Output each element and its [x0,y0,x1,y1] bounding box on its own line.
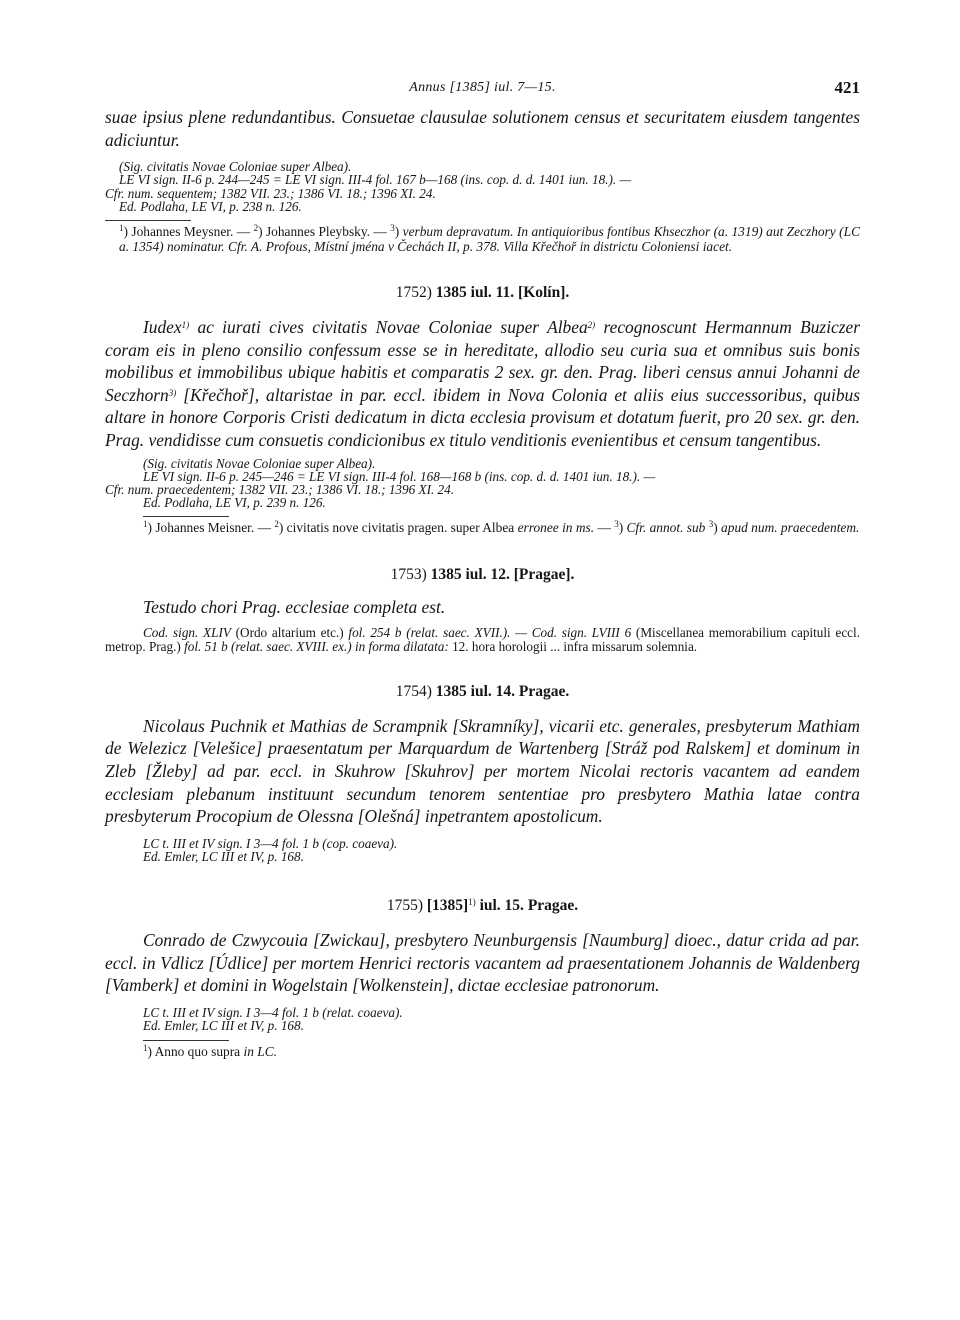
document-page [105,78,860,1060]
entry-heading-1752: 1752) 1385 iul. 11. [Kolín]. [395,284,570,301]
footnote-rule [105,220,191,221]
source-line: Cfr. num. sequentem; 1382 VII. 23.; 1386 VI. 18.; 1396 XI. 24. [105,185,436,201]
page-header [105,78,860,102]
source-block [105,1006,860,1032]
entry-text-1754: Nicolaus Puchnik et Mathias de Scrampnik [Skramníky], vicarii etc. generales, presbyterum Mathiam de Welezicz [Velešice] praesentatum per Marquardum de Wartenberg [Stráž pod Ralskem] et dominum in Zleb [Žleby] ad par. eccl. in Skuhrow [Skuhrov] per mortem Nicolai rectoris vacantem ad eandem ecclesiam plebanum instituunt secundum tenorem sententiae pro presbytero Mathia latae contra presbyterum Procopium de Olessna [Olešná] inpetrantem apostolicum. [105,715,860,827]
page-number: 421 [834,78,860,97]
entry-heading-1753: 1753) 1385 iul. 12. [Pragae]. [390,565,575,583]
source-line: Ed. Emler, LC III et IV, p. 168. [143,1018,304,1034]
source-line: (Sig. civitatis Novae Coloniae super Albea). [143,455,376,471]
source-block [105,837,860,863]
footnote-rule [143,1040,229,1041]
source-block [105,457,860,510]
entry-heading-1755: 1755) $[1385]^{1)}$ iul. 15. Pragae. [386,897,579,915]
source-line: LC t. III et IV sign. I 3—4 fol. 1 b (relat. coaeva). [143,1005,403,1021]
entry-heading-1754: 1754) 1385 iul. 14. Pragae. [395,682,570,700]
continuation-text: suae ipsius plene redundantibus. Consuetae clausulae solutionem census et securitatem eiusdem tangentes adiciuntur. [105,107,860,150]
footnotes: $^1$) Anno quo supra in LC. [143,1043,277,1060]
footnotes: $^1$) Johannes Meysner. — $^2$) Johannes Pleybsky. — $^3$) verbum depravatum. In antiquioribus fontibus Khseczhor (a. 1319) aut Zeczhory (LC a. 1354) nominatur. Cfr. A. Profous, Místní jména v Čechách II, p. 378. Villa Křečhoř in districtu Coloniensi iacet. [119,223,860,254]
source-line: Ed. Podlaha, LE VI, p. 238 n. 126. [119,198,302,214]
source-line: LC t. III et IV sign. I 3—4 fol. 1 b (cop. coaeva). [143,835,398,851]
source-line: LE VI sign. II-6 p. 244—245 = LE VI sign. III-4 fol. 167 b—168 (ins. cop. d. d. 1401 iun. 18.). — [119,172,632,188]
source-block: Cod. sign. XLIV (Ordo altarium etc.) fol. 254 b (relat. saec. XVII.). — Cod. sign. LVIII 6 (Miscellanea memorabilium capituli eccl. metrop. Prag.) fol. 51 b (relat. saec. XVIII. ex.) in forma dilatata: 12. hora horologii ... infra missarum solemnia. [105,625,860,654]
entry-text-1752: Iudex$^{1)}$ ac iurati cives civitatis Novae Coloniae super Albea$^{2)}$ recognoscunt Hermannum Buziczer coram eis in pleno consilio confessum esse se in hereditate, allodio seu curia sua et omnibus suis bonis mobilibus et immobilibus ubique habitis et comparatis 2 sex. gr. den. Prag. liberi census annui Johanni de Seczhorn$^{3)}$ [Křečhoř], altaristae in par. eccl. ibidem in Nova Colonia et aliis eius successoribus, quibus altare in honore Corporis Cristi dedicatum in dicta ecclesia provisum et dotatum fuerit, pro 20 sex. gr. den. Prag. vendidisse cum consuetis condicionibus ex titulo venditionis evenientibus et censum tangentibus. [105,317,860,450]
entry-text-1755: Conrado de Czwycouia [Zwickau], presbytero Neunburgensis [Naumburg] dioec., datur crida ad par. eccl. in Vdlicz [Údlice] per mortem Henrici rectoris vacantem ad praesentationem Johannis de Waldenberg [Vamberk] et domini in Wogelstain [Wolkenstein], dictae ecclesiae patronorum. [105,930,860,996]
source-line: Ed. Emler, LC III et IV, p. 168. [143,849,304,865]
running-title: Annus [1385] iul. 7—15. [409,80,556,95]
entry-text-1753: Testudo chori Prag. ecclesiae completa est. [143,596,446,617]
footnote-rule [143,516,229,517]
source-line: Cfr. num. praecedentem; 1382 VII. 23.; 1386 VI. 18.; 1396 XI. 24. [105,481,455,497]
source-line: (Sig. civitatis Novae Coloniae super Albea). [119,159,352,175]
source-block [105,160,860,213]
source-line: LE VI sign. II-6 p. 245—246 = LE VI sign. III-4 fol. 168—168 b (ins. cop. d. d. 1401 iun. 18.). — [143,468,656,484]
footnotes: $^1$) Johannes Meisner. — $^2$) civitatis nove civitatis pragen. super Albea erronee in ms. — $^3$) Cfr. annot. sub $^3$) apud num. praecedentem. [143,519,860,536]
source-line: Ed. Podlaha, LE VI, p. 239 n. 126. [143,495,326,511]
